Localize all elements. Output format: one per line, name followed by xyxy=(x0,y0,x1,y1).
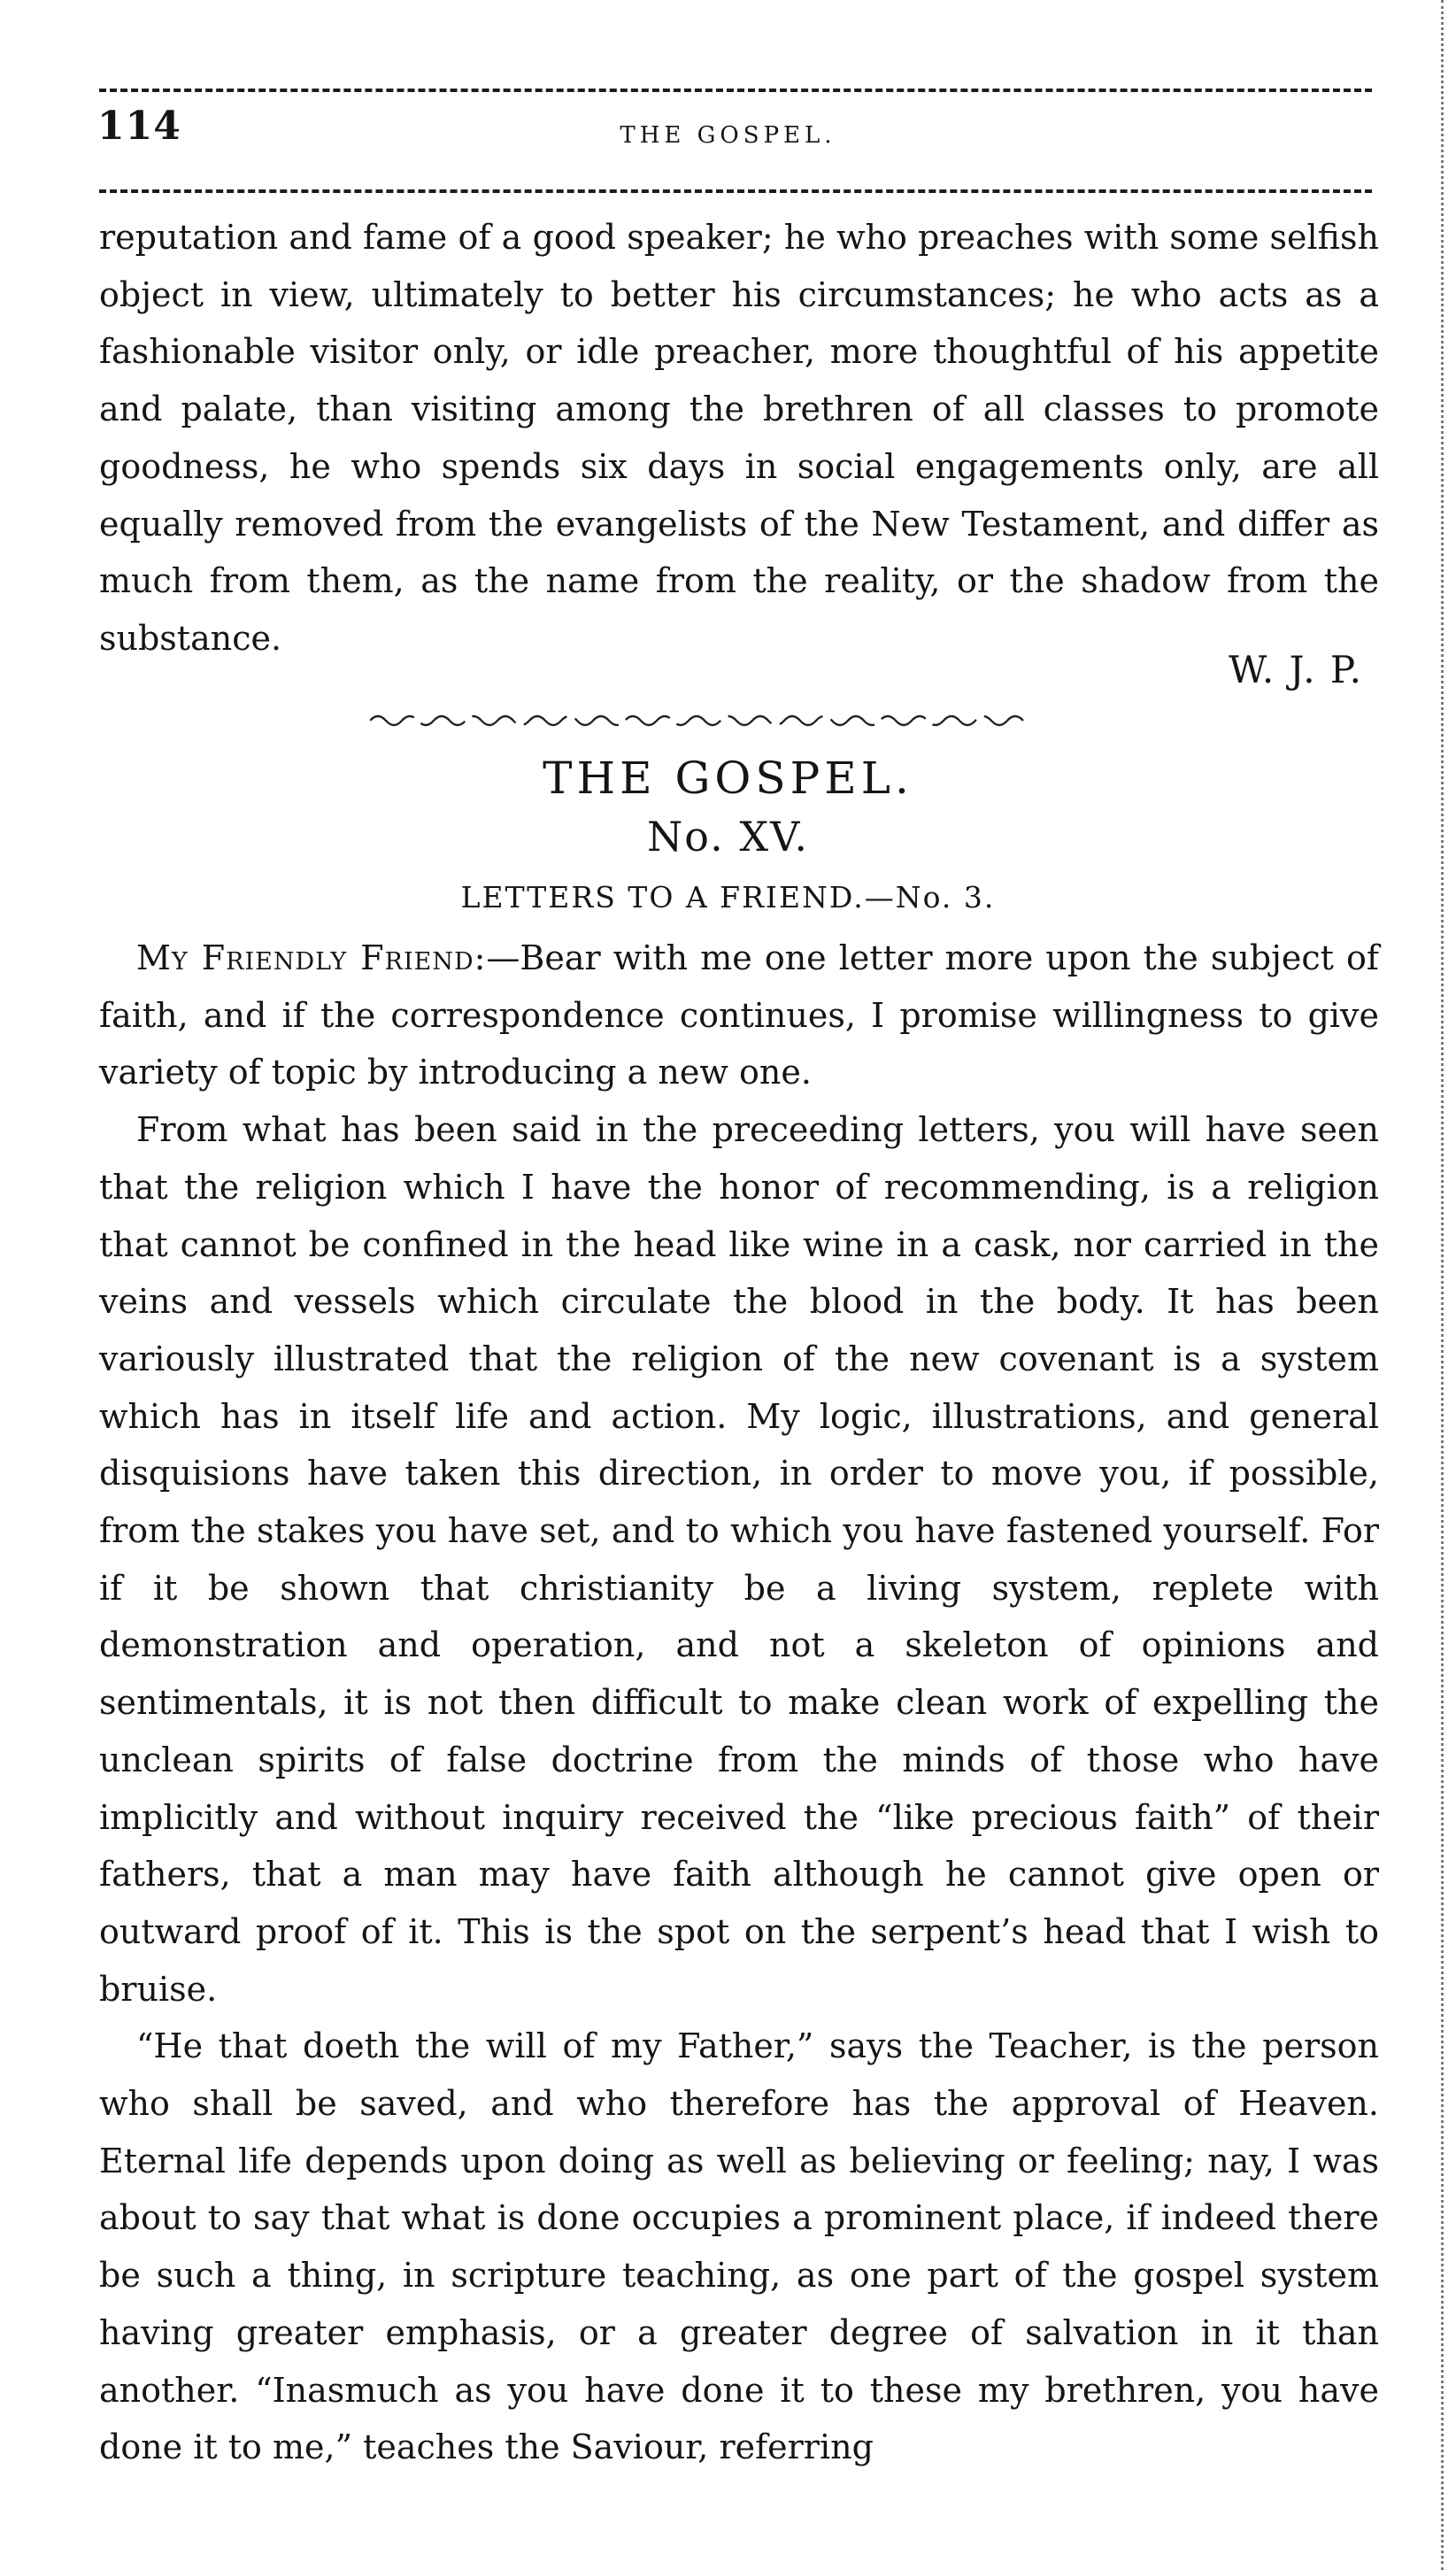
body-paragraph: “He that doeth the will of my Father,” says the Teacher, is the person who shall be saved, and who therefore has the approval of Heaven. Eternal life depends upon doing as well as believing or feeling; nay, I was about to say that what is done occupies a prominent place, if indeed there be such a thing, in scripture teaching, as one part of the gospel system having greater emphasis, or a greater degree of salvation in it than another. “Inasmuch as you have done it to these my brethren, you have done it to me,” teaches the Saviour, referring xyxy=(99,2026,1379,2467)
header-rule xyxy=(99,189,1372,193)
paragraph-text: —Bear with me one letter more upon the subject of faith, and if the correspondence continues, I promise willingness to give variety of topic by introducing a new one. xyxy=(99,938,1379,1092)
body-paragraph: From what has been said in the preceeding letters, you will have seen that the religion which I have the honor of recommending, is a religion that cannot be confined in the head like wine in a cask, nor carried in the veins and vessels which circulate the blood in the body. It has been variously illustrated that the religion of the new covenant is a system which has in itself life and action. My logic, illustrations, and general disquisions have taken this direction, in order to move you, if possible, from the stakes you have set, and to which you have fastened yourself. For if it be shown that christianity be a living system, replete with demonstration and operation, and not a skeleton of opinions and sentimentals, it is not then difficult to make clean work of expelling the unclean spirits of false doctrine from the minds of those who have implicitly and without inquiry received the “like precious faith” of their fathers, that a man may have faith although he cannot give open or outward proof of it. This is the spot on the serpent’s head that I wish to bruise. xyxy=(99,1110,1379,2009)
paragraph-text: reputation and fame of a good speaker; he who preaches with some selfish object in view, ultimately to better his circumstances; he who acts as a fashionable visitor only, or idle preacher, more thoughtful of his appetite and palate, than visiting among the brethren of all classes to promote goodness, he who spends six days in social engagements only, are all equally removed from the evangelists of the New Testament, and differ as much from them, as the name from the reality, or the shadow from the substance. xyxy=(99,218,1379,658)
article-title: THE GOSPEL. xyxy=(543,752,913,804)
article-number: No. XV. xyxy=(647,813,809,861)
page-number: 114 xyxy=(97,104,181,149)
top-rule xyxy=(99,89,1372,92)
running-head: THE GOSPEL. xyxy=(620,122,836,149)
page-edge xyxy=(1441,0,1446,2570)
salutation: My Friendly Friend: xyxy=(136,938,487,977)
author-signature: W. J. P. xyxy=(1229,648,1363,691)
letter-opening-paragraph xyxy=(99,930,1379,1101)
article-subtitle: LETTERS TO A FRIEND.—No. 3. xyxy=(460,880,996,915)
continued-paragraph xyxy=(99,209,1379,668)
wavy-divider xyxy=(370,710,1025,731)
article-body xyxy=(99,930,1379,2476)
